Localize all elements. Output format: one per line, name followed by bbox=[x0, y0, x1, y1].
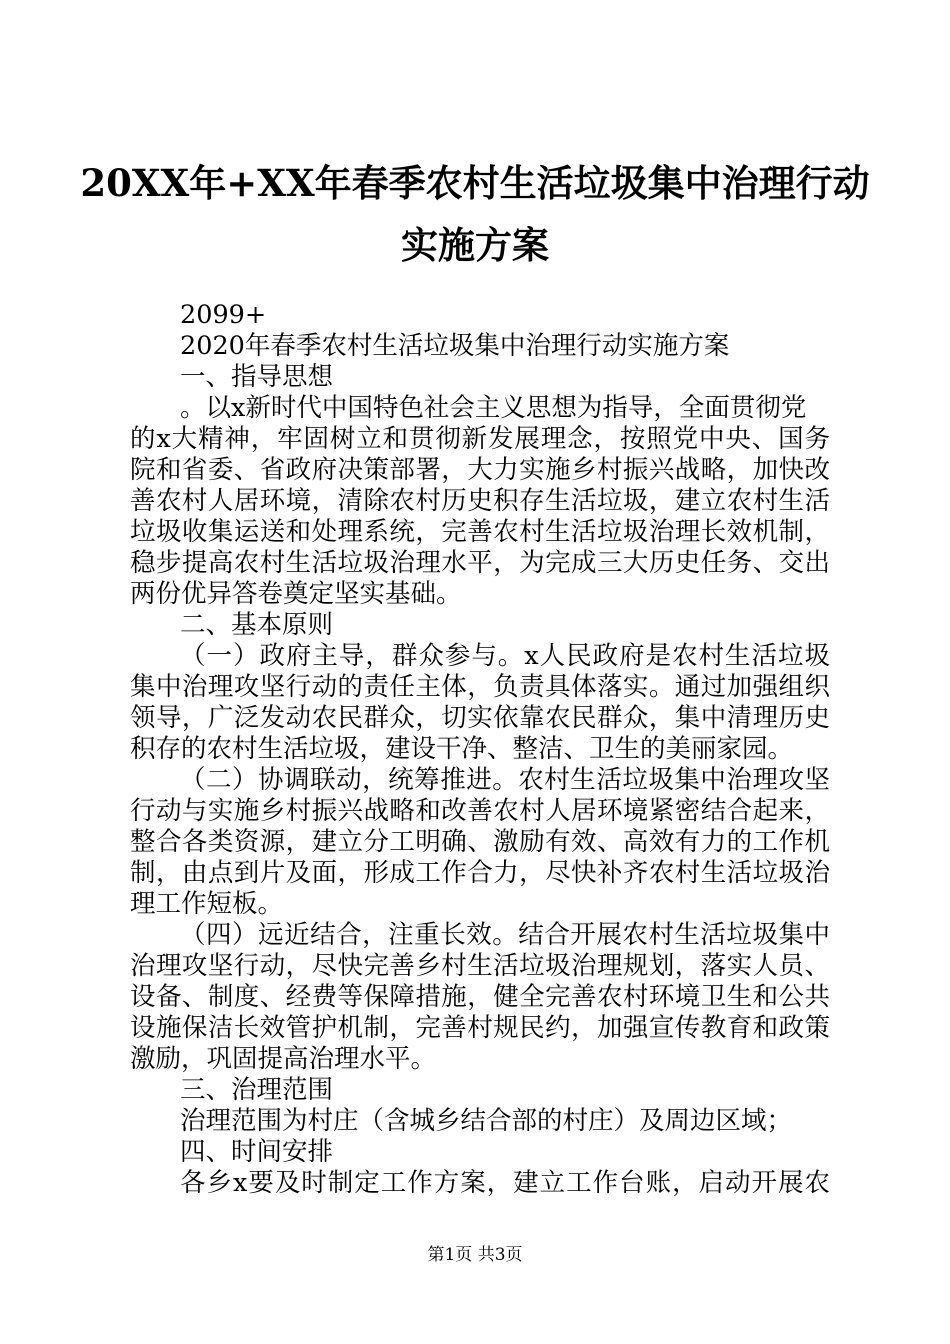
text-line: 垃圾收集运送和处理系统，完善农村生活垃圾治理长效机制， bbox=[130, 517, 830, 547]
text-line: 善农村人居环境，清除农村历史积存生活垃圾，建立农村生活 bbox=[130, 486, 830, 516]
text-line: 设备、制度、经费等保障措施，健全完善农村环境卫生和公共 bbox=[130, 982, 830, 1012]
text-line: 整合各类资源，建立分工明确、激励有效、高效有力的工作机 bbox=[130, 827, 830, 857]
text-line: 各乡x要及时制定工作方案，建立工作台账，启动开展农 bbox=[180, 1168, 830, 1198]
text-line: 院和省委、省政府决策部署，大力实施乡村振兴战略，加快改 bbox=[130, 455, 830, 485]
text-line: 积存的农村生活垃圾，建设干净、整洁、卫生的美丽家园。 bbox=[130, 734, 794, 764]
text-line: 理工作短板。 bbox=[130, 889, 284, 919]
text-line: 。以x新时代中国特色社会主义思想为指导，全面贯彻党 bbox=[180, 393, 807, 423]
text-line: （一）政府主导，群众参与。x人民政府是农村生活垃圾 bbox=[180, 641, 830, 671]
document-title-line-1: 20XX年+XX年春季农村生活垃圾集中治理行动 bbox=[80, 161, 870, 205]
text-line: 2020年春季农村生活垃圾集中治理行动实施方案 bbox=[180, 331, 730, 361]
section-heading: 四、时间安排 bbox=[180, 1137, 334, 1167]
page-footer: 第1页 共3页 bbox=[427, 1245, 523, 1265]
text-line: （二）协调联动，统筹推进。农村生活垃圾集中治理攻坚 bbox=[180, 765, 830, 795]
section-heading: 一、指导思想 bbox=[180, 362, 334, 392]
text-line: 治理范围为村庄（含城乡结合部的村庄）及周边区域； bbox=[180, 1106, 793, 1136]
text-line: 行动与实施乡村振兴战略和改善农村人居环境紧密结合起来， bbox=[130, 796, 830, 826]
text-line: 制，由点到片及面，形成工作合力，尽快补齐农村生活垃圾治 bbox=[130, 858, 830, 888]
section-heading: 二、基本原则 bbox=[180, 610, 334, 640]
text-line: 两份优异答卷奠定坚实基础。 bbox=[130, 579, 462, 609]
text-line: 激励，巩固提高治理水平。 bbox=[130, 1044, 437, 1074]
text-line: 集中治理攻坚行动的责任主体，负责具体落实。通过加强组织 bbox=[130, 672, 830, 702]
section-heading: 三、治理范围 bbox=[180, 1075, 334, 1105]
document-title-line-2: 实施方案 bbox=[401, 223, 549, 267]
text-line: 的x大精神，牢固树立和贯彻新发展理念，按照党中央、国务 bbox=[130, 424, 830, 454]
text-line: 设施保洁长效管护机制，完善村规民约，加强宣传教育和政策 bbox=[130, 1013, 830, 1043]
text-line: 2099+ bbox=[180, 300, 267, 330]
text-line: 领导，广泛发动农民群众，切实依靠农民群众，集中清理历史 bbox=[130, 703, 830, 733]
text-line: （四）远近结合，注重长效。结合开展农村生活垃圾集中 bbox=[180, 920, 830, 950]
text-line: 治理攻坚行动，尽快完善乡村生活垃圾治理规划，落实人员、 bbox=[130, 951, 830, 981]
text-line: 稳步提高农村生活垃圾治理水平，为完成三大历史任务、交出 bbox=[130, 548, 830, 578]
